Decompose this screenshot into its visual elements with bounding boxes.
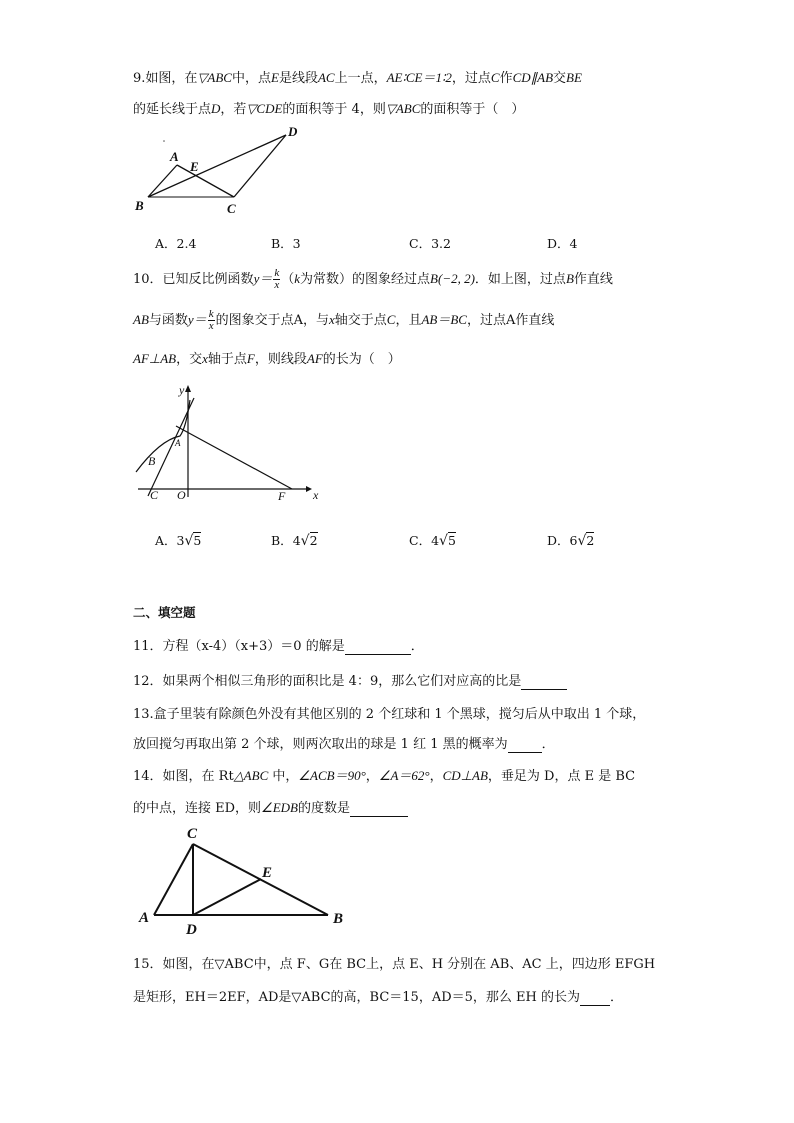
q9-segment-ab xyxy=(148,165,177,197)
q14-label-b: B xyxy=(333,911,344,927)
q9-label-b: B xyxy=(135,198,144,213)
q14-line1: 14．如图，在 Rt△ABC 中，∠ACB＝90°，∠A＝62°，CD⊥AB，垂足为 D，点 E 是 BC xyxy=(133,768,636,784)
q9-option-c[interactable]: C．3.2 xyxy=(409,236,451,251)
q9-line2: 的延长线于点D，若▽CDE的面积等于 4，则▽ABC的面积等于（ ） xyxy=(133,101,525,117)
q15-line1: 15．如图，在▽ABC中，点 F、G在 BC上，点 E、H 分别在 AB、AC 上，四边形 EFGH xyxy=(133,957,656,972)
q10-figure xyxy=(130,380,330,505)
q10-line-ab xyxy=(148,398,194,496)
q9-line1: 9.如图，在▽ABC中，点E是线段AC上一点，AE∶CE＝1∶2，过点C作CD∥AB交BE xyxy=(133,70,582,86)
q10-label-y: y xyxy=(179,383,185,397)
q10-x-axis-arrow xyxy=(306,486,312,492)
q9-option-d[interactable]: D．4 xyxy=(547,236,578,251)
q10-fraction-k-over-x: $\frac{k}{x}$ xyxy=(274,267,280,291)
q9-figure xyxy=(128,124,308,220)
q14-line2: 的中点，连接 ED，则∠EDB的度数是 xyxy=(133,797,408,817)
q15-answer-blank[interactable] xyxy=(580,990,610,1006)
q10-option-a[interactable]: A．3√5 xyxy=(155,533,202,549)
q11-answer-blank[interactable] xyxy=(345,639,411,655)
q12: 12．如果两个相似三角形的面积比是 4：9，那么它们对应高的比是 xyxy=(133,670,567,690)
q10-label-f: F xyxy=(278,489,286,503)
q10-label-c: C xyxy=(150,488,159,502)
q9-option-a[interactable]: A．2.4 xyxy=(155,236,197,251)
q10-hyperbola xyxy=(136,400,190,472)
q10-label-x: x xyxy=(313,488,319,502)
q10-label-a: A xyxy=(175,438,181,448)
q14-segment-ac xyxy=(154,844,193,915)
section-title-fill-in: 二、填空题 xyxy=(133,605,196,620)
q9-segment-ac xyxy=(177,165,234,197)
q10-line-af xyxy=(176,426,292,489)
q10-label-o: O xyxy=(177,488,186,502)
q10-line2: AB与函数y＝ $\frac{k}{x}$ 的图象交于点A，与x轴交于点C，且AB＝BC，过点A作直线 xyxy=(133,308,555,332)
q14-segment-de xyxy=(193,879,261,915)
q10-label-b: B xyxy=(148,454,156,468)
q10-fraction-k-over-x-2: $\frac{k}{x}$ xyxy=(208,308,214,332)
q14-label-c: C xyxy=(187,826,198,842)
q15-line2: 是矩形，EH＝2EF，AD是▽ABC的高，BC＝15，AD＝5，那么 EH 的长为 ． xyxy=(133,990,624,1005)
q14-label-d: D xyxy=(186,922,197,936)
q9-number: 9 xyxy=(133,71,142,86)
q14-label-a: A xyxy=(139,910,150,926)
q9-label-d: D xyxy=(288,124,298,139)
q10-option-b[interactable]: B．4√2 xyxy=(271,533,318,549)
q9-option-b[interactable]: B．3 xyxy=(271,236,301,251)
q14-label-e: E xyxy=(262,865,273,881)
q12-answer-blank[interactable] xyxy=(521,674,567,690)
q10-line3: AF⊥AB，交x轴于点F，则线段AF的长为（ ） xyxy=(133,351,401,367)
q10-y-axis-arrow xyxy=(185,385,191,392)
q13-answer-blank[interactable] xyxy=(508,737,542,753)
q14-figure xyxy=(134,820,354,936)
q9-label-e: E xyxy=(190,159,199,174)
q11: 11．方程（x-4）（x+3）＝0 的解是 ． xyxy=(133,639,424,654)
q9-label-c: C xyxy=(227,201,236,216)
q13-line2: 放回搅匀再取出第 2 个球，则两次取出的球是 1 红 1 黑的概率为 ． xyxy=(133,737,555,752)
q9-label-a: A xyxy=(170,149,179,164)
q9-segment-cd xyxy=(234,135,286,197)
q10-option-d[interactable]: D．6√2 xyxy=(547,533,595,549)
q9-stray-dot xyxy=(163,140,165,142)
q10-option-c[interactable]: C．4√5 xyxy=(409,533,456,549)
q13-line1: 13.盒子里装有除颜色外没有其他区别的 2 个红球和 1 个黑球，搅匀后从中取出 1 个球， xyxy=(133,707,646,722)
q10-number: 10 xyxy=(133,272,150,287)
q10-line1: 10．已知反比例函数y＝ $\frac{k}{x}$ （k为常数）的图象经过点B(−2, 2)．如上图，过点B作直线 xyxy=(133,267,613,291)
q14-answer-blank[interactable] xyxy=(350,801,408,817)
